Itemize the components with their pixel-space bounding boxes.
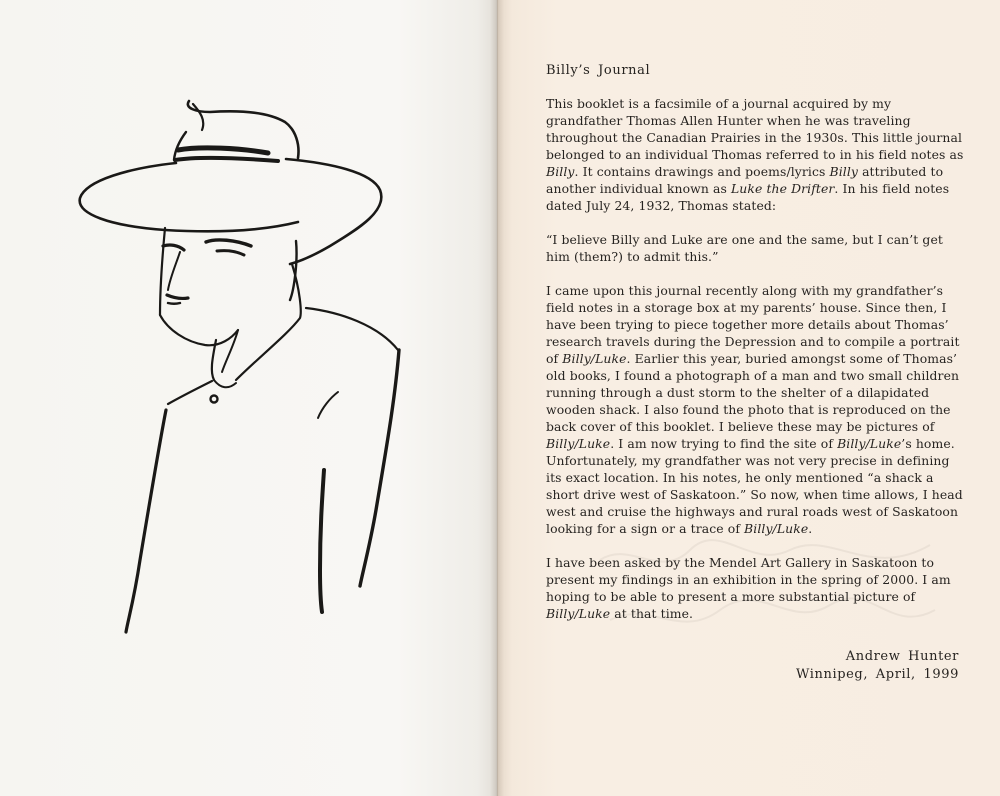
text-run: . xyxy=(808,521,813,536)
italic-run: Billy/Luke xyxy=(562,351,627,366)
signature-block xyxy=(700,648,959,684)
text-run: I came upon this journal recently along with my grandfather’s field notes in a storage box at my parents’ house. Since then, I have been trying to piece together more details about Thomas’ research travels during the Depression and to compile a portrait of xyxy=(546,283,960,366)
text-run: . Earlier this year, buried amongst some of Thomas’ old books, I found a photograph of a man and two small children running through a dust storm to the shelter of a dilapidated wooden shack. I also found the photo that is reproduced on the back cover of this booklet. I believe these may be pictures of xyxy=(546,351,960,434)
intro-paragraph xyxy=(546,95,966,214)
cowboy-sketch-illustration xyxy=(0,0,497,796)
journal-introduction xyxy=(546,62,966,639)
italic-run: Billy/Luke xyxy=(546,436,611,451)
italic-run: Luke the Drifter xyxy=(730,181,835,196)
text-run: ’s home. Unfortunately, my grandfather was not very precise in defining its exact location. In his notes, he only mentioned “a shack a short drive west of Saskatoon.” So now, when time allows, I head west and cruise the highways and rural roads west of Saskatoon looking for a sign or a trace of xyxy=(546,436,963,536)
place-date: Winnipeg, April, 1999 xyxy=(796,667,959,682)
italic-run: Billy/Luke xyxy=(546,606,611,621)
page-title: Billy’s Journal xyxy=(546,63,651,78)
text-run: I have been asked by the Mendel Art Gallery in Saskatoon to present my findings in an exhibition in the spring of 2000. I am hoping to be able to present a more substantial picture of xyxy=(546,555,951,604)
italic-run: Billy/Luke xyxy=(744,521,809,536)
quote-paragraph xyxy=(546,231,966,265)
book-gutter xyxy=(490,0,504,796)
text-run: . In his field notes dated July 24, 1932, Thomas stated: xyxy=(546,181,950,213)
italic-run: Billy xyxy=(546,164,575,179)
text-run: “I believe Billy and Luke are one and the same, but I can’t get him (them?) to admit this.” xyxy=(546,232,943,264)
text-run: attributed to another individual known as xyxy=(546,164,944,196)
author-name: Andrew Hunter xyxy=(845,649,959,664)
text-run: . It contains drawings and poems/lyrics xyxy=(574,164,830,179)
text-run: . I am now trying to find the site of xyxy=(610,436,838,451)
exhibition-paragraph xyxy=(546,554,966,622)
text-run: This booklet is a facsimile of a journal acquired by my grandfather Thomas Allen Hunter when he was traveling throughout the Canadian Prairies in the 1930s. This little journal belonged to an individual Thomas referred to in his field notes as xyxy=(546,96,964,162)
text-run: at that time. xyxy=(610,606,694,621)
discovery-paragraph xyxy=(546,282,966,537)
left-page xyxy=(0,0,497,796)
italic-run: Billy xyxy=(829,164,859,179)
italic-run: Billy/Luke xyxy=(837,436,902,451)
